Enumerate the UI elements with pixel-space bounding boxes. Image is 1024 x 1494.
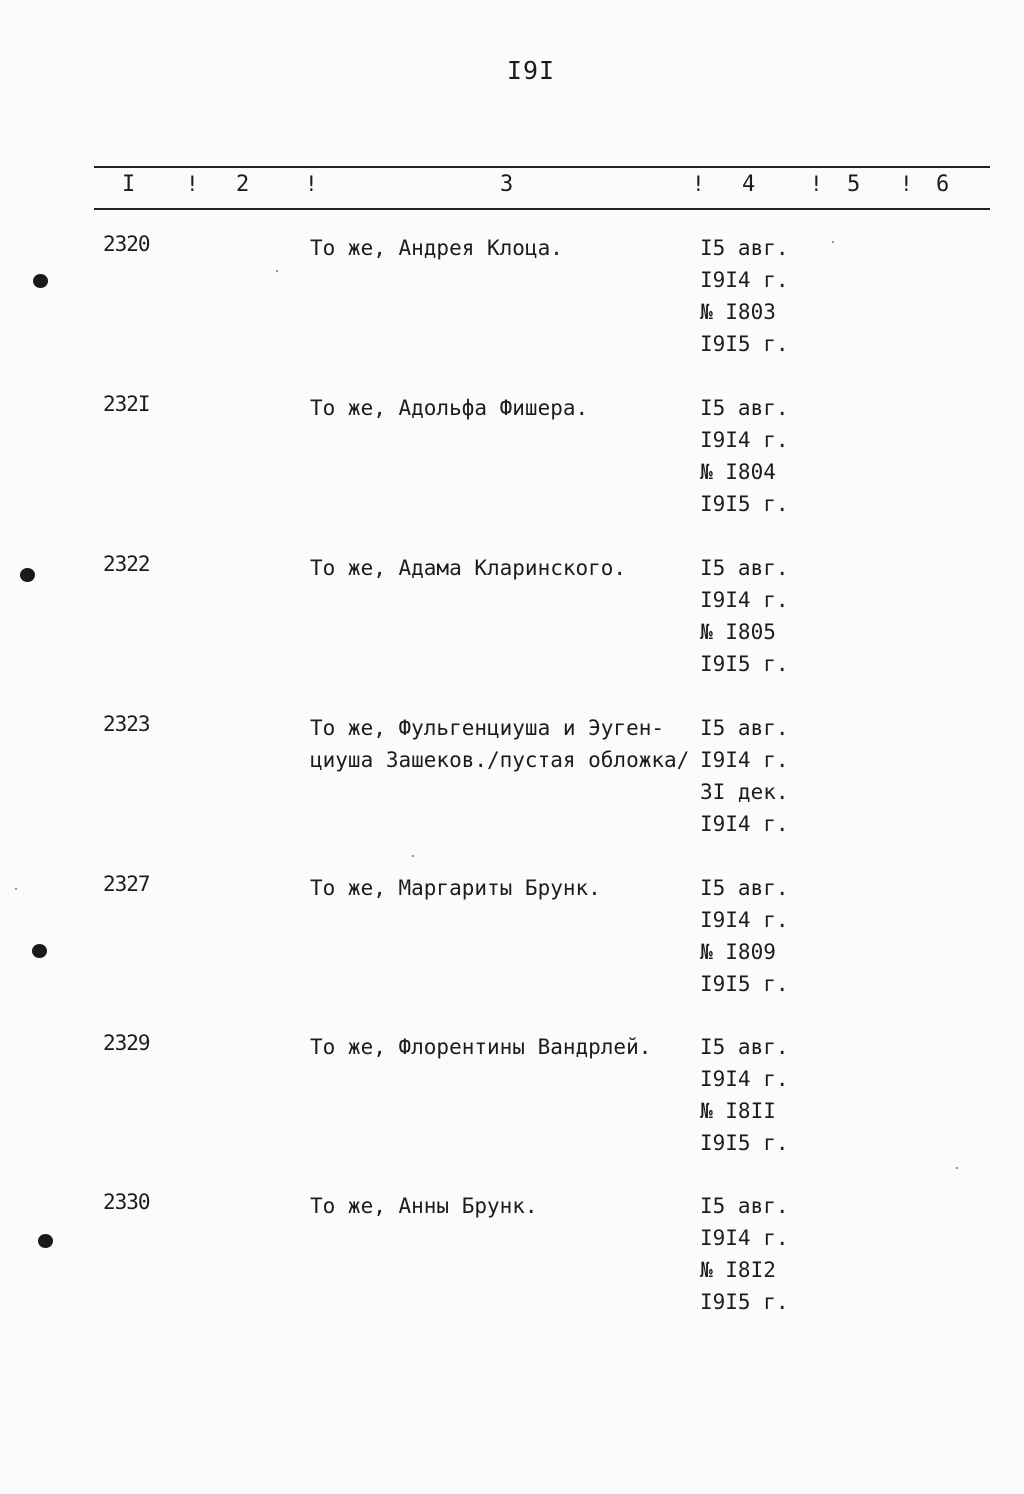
column-separator: ! — [692, 172, 705, 196]
date-line: № I805 — [700, 620, 776, 644]
row-number: 2322 — [103, 552, 150, 576]
date-line: I9I4 г. — [700, 812, 789, 836]
date-line: № I8I2 — [700, 1258, 776, 1282]
row-number: 232I — [103, 392, 150, 416]
row-number: 2327 — [103, 872, 150, 896]
date-line: I9I5 г. — [700, 1131, 789, 1155]
date-line: I5 авг. — [700, 716, 789, 740]
date-line: I9I5 г. — [700, 492, 789, 516]
row-number: 2330 — [103, 1190, 150, 1214]
row-number: 2320 — [103, 232, 150, 256]
table-top-rule — [94, 166, 990, 168]
date-line: I9I5 г. — [700, 1290, 789, 1314]
date-line: I9I5 г. — [700, 972, 789, 996]
row-number: 2329 — [103, 1031, 150, 1055]
row-description: То же, Флорентины Вандрлей. — [310, 1035, 652, 1059]
date-line: № I8II — [700, 1099, 776, 1123]
date-line: I5 авг. — [700, 556, 789, 580]
scan-speck — [412, 855, 414, 857]
date-line: I9I4 г. — [700, 748, 789, 772]
table-header-rule — [94, 208, 990, 210]
column-separator: ! — [810, 172, 823, 196]
row-dates — [700, 232, 789, 360]
date-line: I9I5 г. — [700, 652, 789, 676]
date-line: I5 авг. — [700, 1035, 789, 1059]
column-header-3: 3 — [500, 172, 514, 197]
column-header-2: 2 — [236, 172, 250, 197]
punch-hole-mark — [20, 568, 35, 582]
row-dates — [700, 1190, 789, 1318]
column-header-4: 4 — [742, 172, 756, 197]
date-line: I9I4 г. — [700, 1067, 789, 1091]
date-line: I5 авг. — [700, 1194, 789, 1218]
scan-speck — [15, 888, 17, 890]
row-description: То же, Адама Кларинского. — [310, 556, 627, 580]
date-line: I9I4 г. — [700, 268, 789, 292]
date-line: I9I4 г. — [700, 908, 789, 932]
date-line: I5 авг. — [700, 236, 789, 260]
column-header-5: 5 — [847, 172, 861, 197]
row-description: То же, Адольфа Фишера. — [310, 396, 589, 420]
date-line: I5 авг. — [700, 876, 789, 900]
row-dates — [700, 712, 789, 840]
row-dates — [700, 872, 789, 1000]
punch-hole-mark — [32, 944, 47, 958]
row-description: То же, Анны Брунк. — [310, 1194, 538, 1218]
row-description: То же, Маргариты Брунк. — [310, 876, 601, 900]
row-dates — [700, 552, 789, 680]
scan-speck — [276, 270, 278, 272]
row-dates — [700, 1031, 789, 1159]
scan-speck — [956, 1167, 958, 1169]
scan-speck — [832, 241, 834, 243]
date-line: № I804 — [700, 460, 776, 484]
date-line: I5 авг. — [700, 396, 789, 420]
row-description: То же, Фульгенциуша и Эуген- циуша Зашеков./пустая обложка/ — [310, 716, 690, 772]
row-description: То же, Андрея Клоца. — [310, 236, 563, 260]
date-line: I9I5 г. — [700, 332, 789, 356]
column-separator: ! — [305, 172, 318, 196]
punch-hole-mark — [38, 1234, 53, 1248]
date-line: I9I4 г. — [700, 1226, 789, 1250]
page-number: I9I — [506, 56, 556, 85]
column-header-6: 6 — [936, 172, 950, 197]
column-separator: ! — [186, 172, 199, 196]
date-line: 3I дек. — [700, 780, 789, 804]
row-number: 2323 — [103, 712, 150, 736]
date-line: I9I4 г. — [700, 588, 789, 612]
date-line: I9I4 г. — [700, 428, 789, 452]
punch-hole-mark — [33, 274, 48, 288]
date-line: № I803 — [700, 300, 776, 324]
row-dates — [700, 392, 789, 520]
column-header-1: I — [122, 172, 136, 197]
date-line: № I809 — [700, 940, 776, 964]
column-separator: ! — [900, 172, 913, 196]
